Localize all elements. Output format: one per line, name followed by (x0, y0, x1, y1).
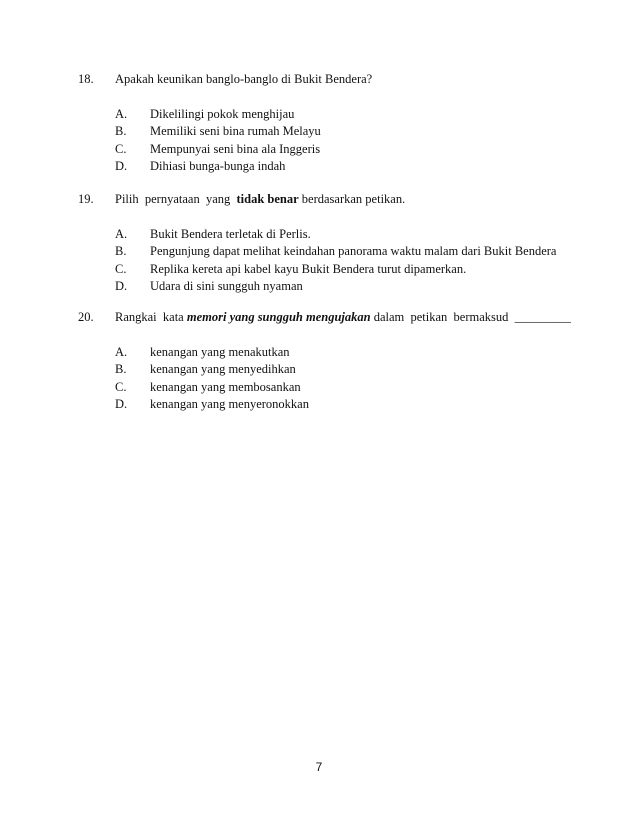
option-text: kenangan yang membosankan (150, 379, 301, 394)
question-text-end: berdasarkan petikan. (298, 192, 406, 206)
option-letter: C. (115, 261, 127, 276)
option-c (115, 142, 598, 159)
question-text (115, 192, 405, 207)
option-text: Bukit Bendera terletak di Perlis. (150, 227, 311, 241)
option-letter: C. (115, 141, 127, 156)
option-letter: C. (115, 379, 127, 394)
question-19 (78, 192, 598, 296)
option-text: Pengunjung dapat melihat keindahan panorama waktu malam dari Bukit Bendera (150, 244, 557, 259)
option-text: Mempunyai seni bina ala Inggeris (150, 141, 321, 156)
option-c (115, 380, 598, 397)
option-text: kenangan yang menakutkan (150, 345, 290, 359)
option-list (78, 227, 598, 296)
option-b (115, 124, 598, 141)
option-text: Udara di sini sungguh nyaman (150, 278, 303, 293)
option-letter: B. (115, 124, 127, 139)
option-letter: D. (115, 158, 128, 173)
question-emphasis: tidak benar (236, 192, 299, 206)
question-header (78, 310, 598, 327)
option-text: kenangan yang menyedihkan (150, 362, 296, 377)
option-letter: B. (115, 362, 127, 377)
question-text-start: Rangkai kata (115, 310, 187, 324)
question-text (115, 310, 571, 325)
question-number: 20. (78, 310, 94, 324)
option-a (115, 227, 598, 244)
question-text-start: Pilih pernyataan yang (115, 192, 237, 206)
option-letter: D. (115, 396, 128, 411)
option-text: Dikelilingi pokok menghijau (150, 107, 295, 121)
option-text: Replika kereta api kabel kayu Bukit Bendera turut dipamerkan. (150, 261, 467, 276)
option-d (115, 159, 598, 176)
option-letter: A. (115, 345, 128, 359)
question-number: 18. (78, 72, 94, 86)
question-header (78, 72, 598, 89)
option-letter: A. (115, 227, 128, 241)
question-text: Apakah keunikan banglo-banglo di Bukit Bendera? (115, 72, 373, 86)
option-b (115, 362, 598, 379)
question-emphasis: memori yang sungguh mengujakan (186, 310, 371, 324)
page-number: 7 (315, 760, 323, 774)
option-a (115, 107, 598, 124)
option-letter: B. (115, 244, 127, 259)
option-b (115, 244, 598, 261)
option-list (78, 345, 598, 414)
question-text-end: dalam petikan bermaksud _________ (370, 310, 571, 324)
option-d (115, 397, 598, 414)
option-text: kenangan yang menyeronokkan (150, 396, 309, 411)
question-number: 19. (78, 192, 94, 206)
question-header (78, 192, 598, 209)
option-letter: A. (115, 107, 128, 121)
option-d (115, 279, 598, 296)
question-20 (78, 310, 598, 414)
option-c (115, 262, 598, 279)
option-text: Memiliki seni bina rumah Melayu (150, 124, 321, 139)
option-list (78, 107, 598, 176)
option-letter: D. (115, 278, 128, 293)
option-a (115, 345, 598, 362)
option-text: Dihiasi bunga-bunga indah (150, 158, 286, 173)
question-18 (78, 72, 598, 176)
